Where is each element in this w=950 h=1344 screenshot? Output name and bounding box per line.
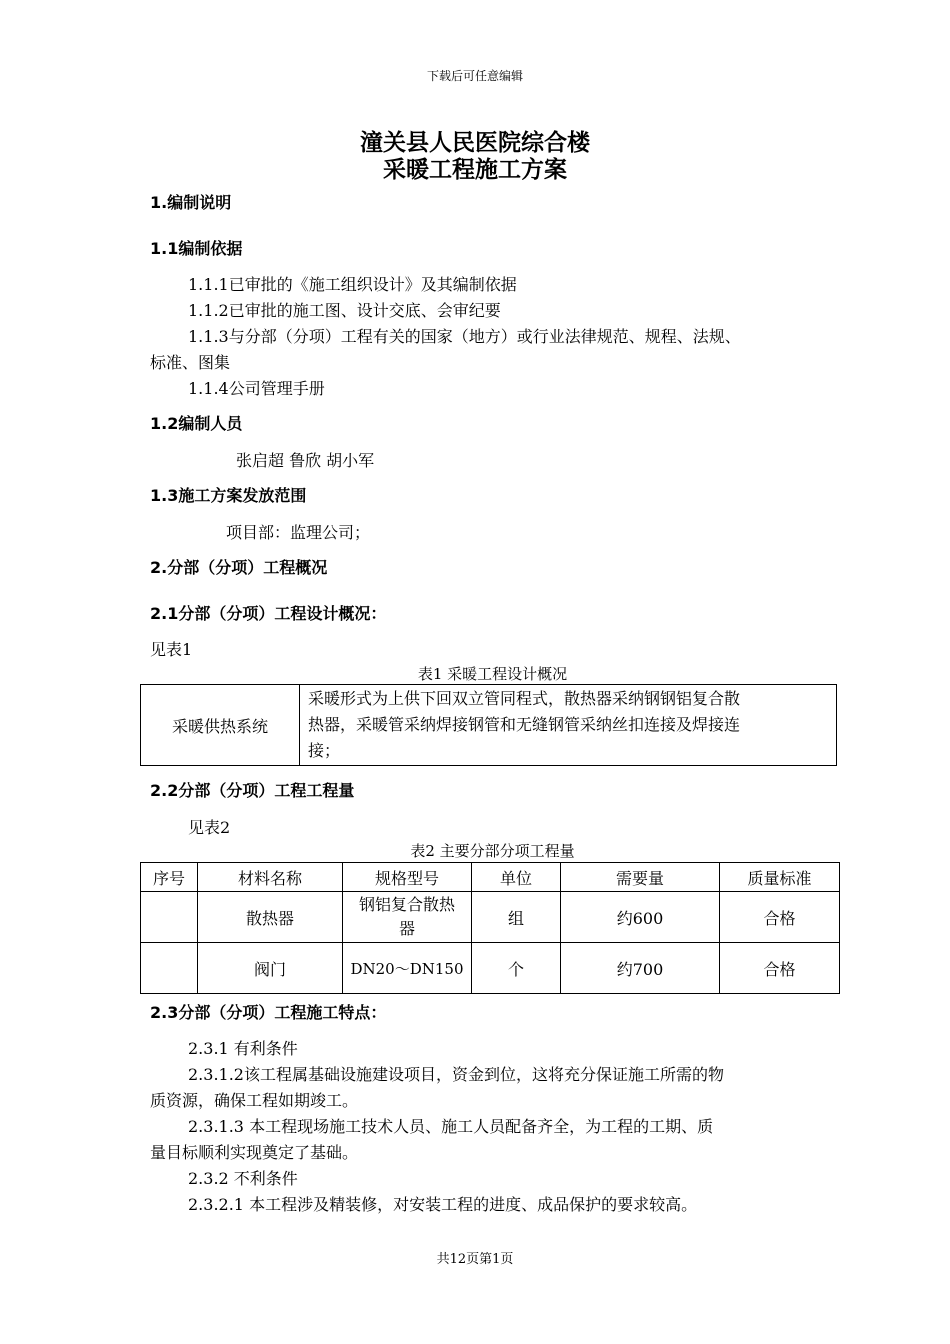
para-2-3-1-3: 2.3.1.3 本工程现场施工技术人员、施工人员配备齐全，为工程的工期、质: [188, 1117, 714, 1136]
staff-names: 张启超 鲁欣 胡小军: [236, 451, 375, 470]
table-row: [141, 943, 840, 994]
table1-content-line: 采暖形式为上供下回双立管同程式，散热器采纳钢钢铝复合散: [308, 689, 741, 708]
table2-cell: 个: [472, 943, 561, 994]
para-1-1-3: 1.1.3与分部（分项）工程有关的国家（地方）或行业法律规范、规程、法规、: [188, 327, 741, 346]
table2-header: 需要量: [561, 863, 720, 892]
heading-2-3: 2.3分部（分项）工程施工特点：: [150, 1003, 387, 1022]
table2-cell: 钢铝复合散热器: [343, 892, 472, 943]
quantity-table: [140, 862, 840, 994]
page-footer: 共12页第1页: [436, 1252, 514, 1267]
heading-1: 1.编制说明: [150, 193, 232, 212]
para-2-3-1-2: 2.3.1.2该工程属基础设施建设项目，资金到位，这将充分保证施工所需的物: [188, 1065, 724, 1084]
heading-2: 2.分部（分项）工程概况: [150, 558, 328, 577]
para-1-1-3-cont: 标准、图集: [150, 353, 231, 372]
heading-1-3: 1.3施工方案发放范围: [150, 486, 307, 505]
header-note: 下载后可任意编辑: [426, 69, 523, 83]
table2-cell: 约600: [561, 892, 720, 943]
table2-header: 单位: [472, 863, 561, 892]
para-1-1-1: 1.1.1已审批的《施工组织设计》及其编制依据: [188, 275, 517, 294]
table2-cell: 合格: [720, 892, 840, 943]
para-2-3-2-1: 2.3.2.1 本工程涉及精装修，对安装工程的进度、成品保护的要求较高。: [188, 1195, 698, 1214]
table2-header: 序号: [141, 863, 198, 892]
para-2-3-1: 2.3.1 有利条件: [188, 1039, 298, 1058]
table2-header: 质量标准: [720, 863, 840, 892]
table2-cell: 约700: [561, 943, 720, 994]
para-1-1-2: 1.1.2已审批的施工图、设计交底、会审纪要: [188, 301, 501, 320]
table2-cell: [141, 892, 198, 943]
table1-content-line: 热器，采暖管采纳焊接钢管和无缝钢管采纳丝扣连接及焊接连: [308, 715, 741, 734]
table2-cell: 散热器: [198, 892, 343, 943]
heading-2-2: 2.2分部（分项）工程工程量: [150, 781, 355, 800]
table2-header: 材料名称: [198, 863, 343, 892]
table1-content-cell: [300, 685, 837, 766]
heading-2-1: 2.1分部（分项）工程设计概况：: [150, 604, 387, 623]
table2-cell: [141, 943, 198, 994]
see-table-1: 见表1: [150, 640, 193, 659]
document-title-line2: 采暖工程施工方案: [383, 157, 567, 183]
para-1-1-4: 1.1.4公司管理手册: [188, 379, 325, 398]
see-table-2: 见表2: [188, 818, 231, 837]
para-2-3-2: 2.3.2 不利条件: [188, 1169, 298, 1188]
document-title-line1: 潼关县人民医院综合楼: [360, 130, 590, 156]
table-row: [141, 892, 840, 943]
para-2-3-1-2-cont: 质资源，确保工程如期竣工。: [150, 1091, 359, 1110]
table2-header: 规格型号: [343, 863, 472, 892]
table2-cell: 阀门: [198, 943, 343, 994]
table2-cell: 组: [472, 892, 561, 943]
heading-1-2: 1.2编制人员: [150, 414, 243, 433]
table1-caption: 表1 采暖工程设计概况: [417, 665, 568, 683]
table1-label-cell: 采暖供热系统: [141, 685, 300, 766]
design-overview-table: [140, 684, 837, 766]
para-2-3-1-3-cont: 量目标顺利实现奠定了基础。: [150, 1143, 359, 1162]
table2-caption: 表2 主要分部分项工程量: [410, 842, 575, 860]
table2-cell: 合格: [720, 943, 840, 994]
heading-1-1: 1.1编制依据: [150, 239, 243, 258]
distribution-scope: 项目部：监理公司；: [226, 523, 371, 542]
table2-cell: DN20～DN150: [343, 943, 472, 994]
table1-content-line: 接；: [308, 741, 341, 760]
